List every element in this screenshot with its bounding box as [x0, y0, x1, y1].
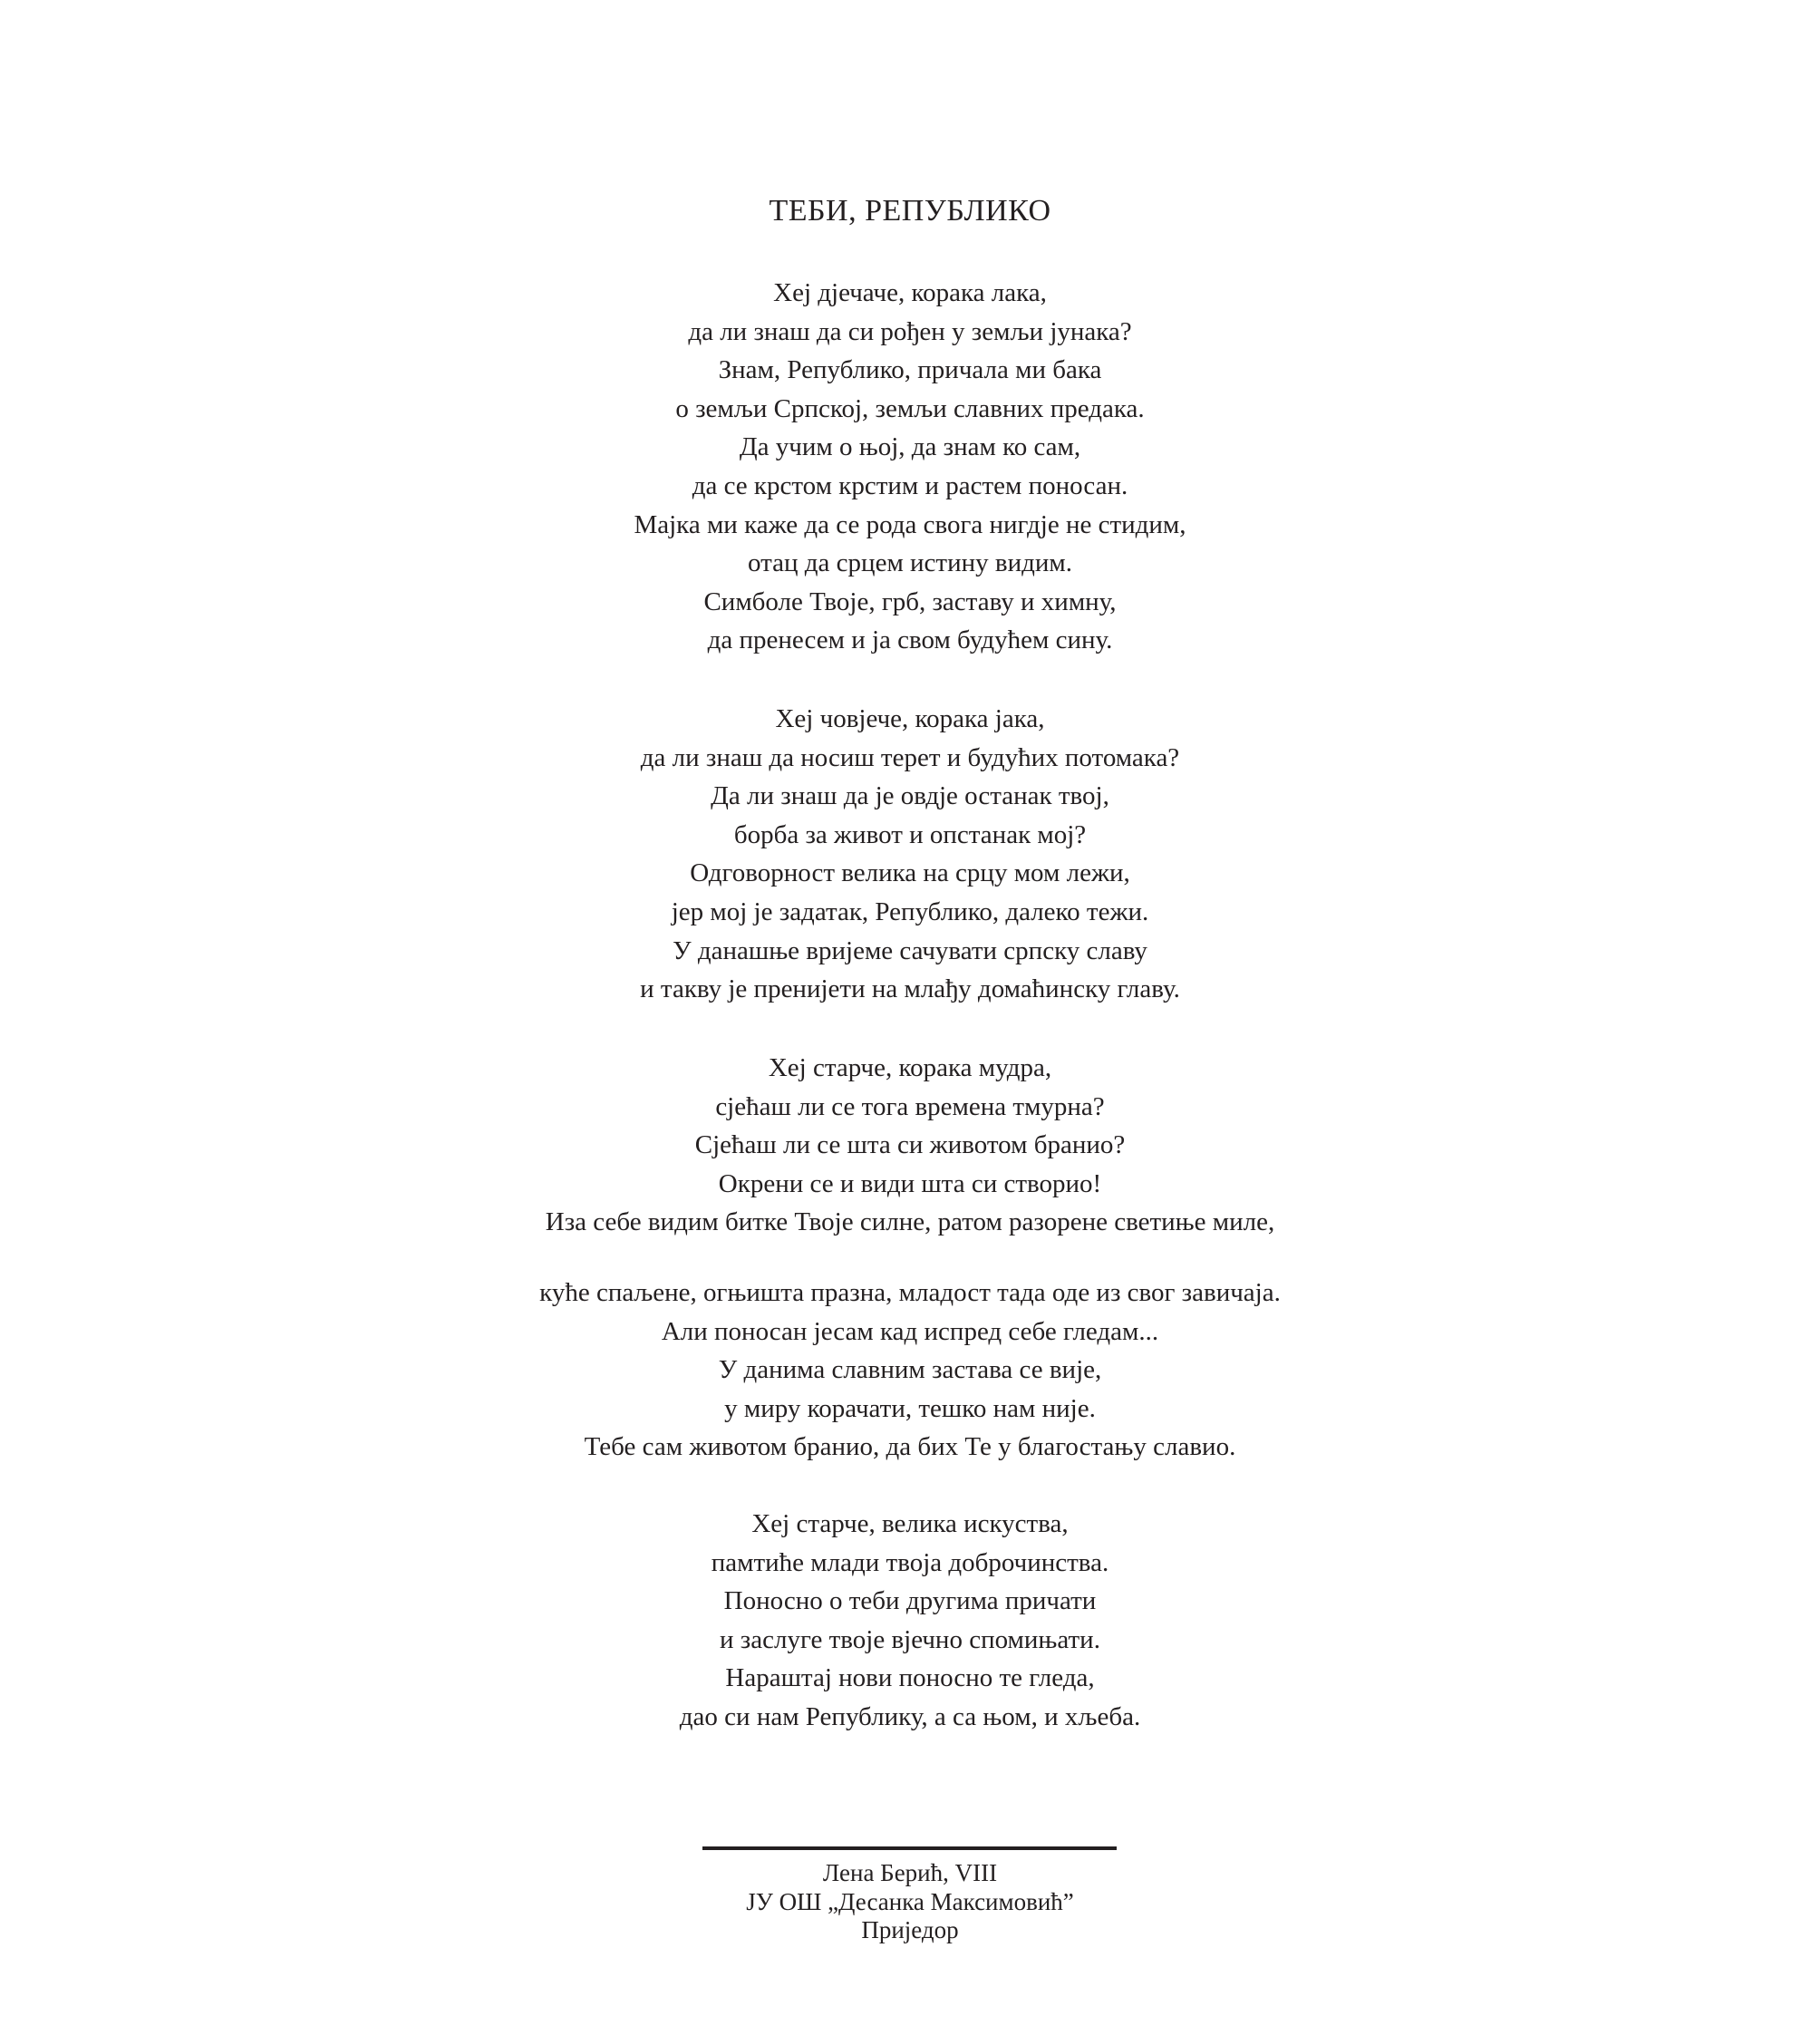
poem-line: Одговорност велика на срцу мом лежи, — [690, 858, 1130, 888]
stanza-3-continued — [0, 1274, 1820, 1467]
poem-line: памтиће млади твоја доброчинства. — [711, 1547, 1109, 1577]
signature-divider — [702, 1846, 1117, 1850]
poem-line: Иза себе видим битке Твоје силне, ратом разорене светиње миле, — [545, 1207, 1275, 1237]
poem-line: и такву је пренијети на млађу домаћинску главу. — [640, 974, 1180, 1004]
poem-line: отац да срцем истину видим. — [748, 548, 1072, 578]
poem-line: да ли знаш да си рођен у земљи јунака? — [688, 316, 1132, 346]
poem-line: Знам, Републико, причала ми бака — [718, 355, 1102, 385]
poem-line: Сјећаш ли се шта си животом бранио? — [694, 1130, 1126, 1160]
poem-line: борба за живот и опстанак мој? — [733, 819, 1087, 849]
poem-line: У данима славним застава се вије, — [718, 1355, 1102, 1385]
city-name: Приједор — [861, 1916, 959, 1943]
poem-line: Мајка ми каже да се рода свога нигдје не стидим, — [634, 509, 1186, 539]
poem-line: Да ли знаш да је овдје останак твој, — [711, 781, 1109, 811]
poem-line: Симболе Твоје, грб, заставу и химну, — [703, 586, 1117, 616]
poem-line: сјећаш ли се тога времена тмурна? — [715, 1091, 1105, 1121]
stanza-2 — [0, 700, 1820, 1009]
poem-line: да пренесем и ја свом будућем сину. — [707, 625, 1113, 655]
poem-line: о земљи Српској, земљи славних предака. — [675, 393, 1145, 423]
school-name: ЈУ ОШ „Десанка Максимовић” — [746, 1887, 1074, 1915]
poem-line: јер мој је задатак, Републико, далеко тежи. — [671, 896, 1149, 926]
poem-line: Али поносан јесам кад испред себе гледам... — [661, 1316, 1159, 1346]
poem-line: Да учим о њој, да знам ко сам, — [739, 432, 1081, 462]
poem-line: Нараштај нови поносно те гледа, — [725, 1663, 1095, 1693]
stanza-1 — [0, 274, 1820, 660]
poem-line: Поносно о теби другима причати — [723, 1586, 1097, 1616]
poem-line: Окрени се и види шта си створио! — [718, 1168, 1102, 1198]
poem-line: Хеј човјече, корака јака, — [775, 704, 1045, 733]
poem-line: Хеј старче, велика искуства, — [751, 1509, 1069, 1538]
poem-line: Тебе сам животом бранио, да бих Те у благостању славио. — [584, 1432, 1236, 1462]
poem-line: у миру корачати, тешко нам није. — [724, 1393, 1096, 1423]
stanza-4 — [0, 1505, 1820, 1737]
poem-line: У данашње вријеме сачувати српску славу — [673, 935, 1147, 965]
signature-block — [0, 1859, 1820, 1945]
poem-line: дао си нам Републику, а са њом, и хљеба. — [679, 1701, 1141, 1731]
poem-line: Хеј старче, корака мудра, — [768, 1053, 1052, 1082]
poem-line: куће спаљене, огњишта празна, младост тада оде из свог завичаја. — [539, 1278, 1281, 1307]
poem-line: Хеј дјечаче, корака лака, — [773, 278, 1047, 307]
author-name: Лена Берић, VIII — [822, 1859, 998, 1886]
poem-line: да ли знаш да носиш терет и будућих потомака? — [640, 742, 1180, 772]
stanza-3 — [0, 1049, 1820, 1242]
poem-line: и заслуге твоје вјечно спомињати. — [720, 1624, 1100, 1654]
poem-title: ТЕБИ, РЕПУБЛИКО — [769, 194, 1051, 228]
poem-line: да се крстом крстим и растем поносан. — [692, 470, 1128, 500]
